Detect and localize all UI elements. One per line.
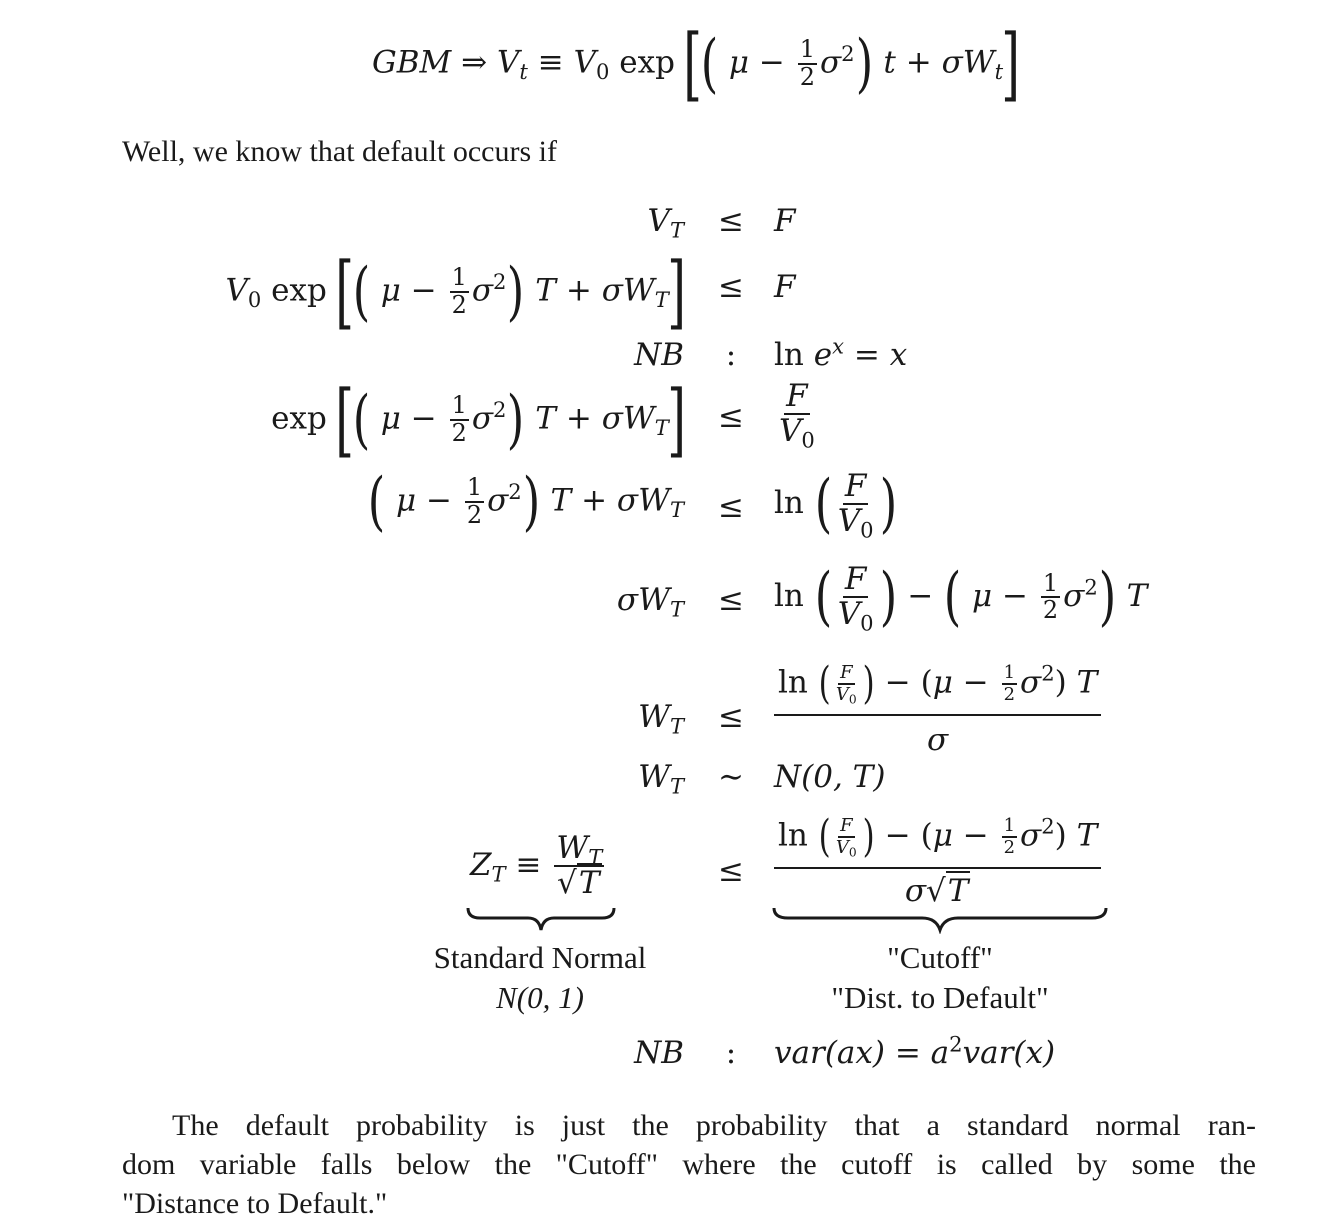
symbol-v: V — [837, 503, 861, 540]
numerator — [774, 660, 1101, 716]
right-bracket: ] — [667, 245, 686, 338]
label-n01: N(0, 1) — [496, 980, 584, 1015]
symbol-x: x — [889, 337, 908, 373]
symbol-sigma: σ — [471, 400, 494, 437]
denominator: 2 — [799, 63, 815, 91]
exponent: 2 — [1041, 660, 1055, 686]
subscript-zero: 0 — [247, 286, 262, 312]
intro-paragraph: Well, we know that default occurs if — [122, 135, 557, 168]
right-paren: ) — [1098, 560, 1116, 635]
gbm-equation — [372, 17, 1021, 110]
numerator — [774, 813, 1101, 869]
row-5-lhs — [367, 465, 684, 539]
symbol-e: e — [813, 337, 833, 373]
symbol-mu: μ — [380, 400, 401, 437]
row-2-rhs: F — [774, 269, 796, 305]
minus-sign: − — [884, 817, 911, 854]
subscript-T: T — [669, 496, 684, 522]
left-bracket: [ — [334, 245, 354, 338]
symbol-T: T — [578, 865, 600, 902]
equals-sign: = — [894, 1035, 921, 1071]
minus-sign: − — [884, 664, 911, 701]
minus-sign: − — [1002, 577, 1029, 614]
row-10-rhs — [774, 1031, 1056, 1071]
exponent: 2 — [1041, 813, 1055, 839]
exponent: 2 — [508, 478, 522, 504]
symbol-w: W — [638, 699, 670, 735]
subscript-zero: 0 — [860, 517, 874, 543]
symbol-mu: μ — [972, 577, 993, 614]
row-7-lhs — [638, 699, 684, 739]
denominator — [555, 867, 603, 900]
right-underbrace — [772, 906, 1108, 934]
row-1-lhs — [647, 203, 684, 243]
subscript-T: T — [654, 286, 669, 312]
left-paren-small: ( — [920, 817, 933, 854]
ln-function: ln — [774, 337, 804, 373]
numerator: F — [844, 561, 867, 597]
row-8-lhs — [638, 759, 684, 799]
plus-sign: + — [581, 482, 608, 519]
denominator: σ — [927, 721, 949, 758]
row-3-rhs — [774, 333, 908, 373]
fraction-half — [1041, 568, 1060, 625]
symbol-t: t — [883, 44, 896, 81]
sigma-w: σW — [616, 582, 670, 618]
subscript-T: T — [669, 773, 684, 799]
numerator: F — [840, 662, 853, 684]
cutoff-fraction-sigma — [774, 660, 1101, 757]
fraction-f-over-v0 — [834, 662, 859, 707]
subscript-T: T — [669, 596, 684, 622]
row-2-relation: ≤ — [718, 269, 744, 305]
symbol-v: V — [835, 836, 849, 858]
numerator: 1 — [1003, 662, 1016, 684]
minus-sign: − — [410, 400, 437, 437]
exp-function: exp — [619, 44, 675, 81]
symbol-sigma: σ — [1020, 817, 1042, 854]
subscript-zero: 0 — [801, 427, 815, 453]
closing-line-1: The default probability is just the probability that a standard normal ran- — [172, 1109, 1256, 1142]
symbol-mu: μ — [932, 817, 953, 854]
ln-function: ln — [778, 664, 808, 701]
symbol-T: T — [1076, 664, 1098, 701]
fraction-f-over-v0 — [836, 561, 876, 636]
row-9-lhs — [470, 832, 607, 901]
denominator — [777, 413, 817, 453]
minus-sign: − — [758, 44, 785, 81]
closing-paragraph — [122, 1106, 1256, 1223]
row-4-relation: ≤ — [718, 399, 744, 435]
left-paren: ( — [367, 465, 386, 539]
left-bracket: [ — [683, 17, 702, 110]
symbol-sigma: σ — [904, 872, 926, 909]
var-x: var(x) — [962, 1035, 1056, 1071]
subscript-t: T — [669, 217, 684, 243]
symbol-sigma: σ — [1063, 577, 1085, 614]
numerator: 1 — [451, 391, 467, 420]
left-paren: ( — [818, 811, 831, 862]
symbol-T: T — [1126, 577, 1148, 614]
subscript-T: T — [588, 844, 603, 870]
fraction-f-over-v0 — [777, 378, 817, 453]
denominator — [836, 503, 876, 543]
fraction-half — [465, 475, 484, 529]
label-standard-normal: Standard Normal — [433, 940, 647, 975]
fraction-f-over-v0 — [834, 815, 859, 860]
row-10-lhs: NB — [634, 1035, 684, 1071]
gbm-label: GBM — [372, 44, 452, 81]
equals-sign: = — [853, 337, 880, 373]
exponent: 2 — [949, 1031, 963, 1057]
denominator — [834, 836, 859, 860]
symbol-v: V — [779, 413, 802, 450]
symbol-v0: V — [225, 272, 248, 309]
minus-sign: − — [410, 272, 437, 309]
equiv-sign: ≡ — [537, 44, 564, 81]
left-paren: ( — [814, 560, 832, 635]
subscript-zero: 0 — [848, 692, 857, 707]
row-6-relation: ≤ — [718, 582, 744, 618]
fraction-half — [450, 265, 469, 319]
label-cutoff: "Cutoff" — [887, 940, 993, 975]
denominator: 2 — [1003, 836, 1016, 858]
row-6-lhs — [616, 582, 684, 622]
closing-line-2: dom variable falls below the "Cutoff" where the cutoff is called by some the — [122, 1148, 1256, 1181]
denominator: 2 — [1042, 596, 1059, 625]
row-8-relation: ∼ — [718, 759, 744, 795]
symbol-T: T — [535, 272, 556, 309]
right-paren: ) — [507, 383, 525, 457]
denominator — [903, 869, 973, 908]
var-ax: var(ax) — [774, 1035, 885, 1071]
symbol-mu: μ — [728, 44, 749, 81]
symbol-w: W — [638, 759, 670, 795]
symbol-v: V — [647, 203, 670, 239]
row-1-rhs: F — [774, 203, 796, 239]
row-7-rhs — [774, 660, 1104, 757]
row-2-lhs — [225, 245, 686, 338]
left-underbrace — [466, 906, 616, 934]
numerator — [554, 830, 604, 870]
symbol-mu: μ — [380, 272, 401, 309]
right-paren: ) — [855, 27, 873, 101]
minus-sign: − — [962, 817, 989, 854]
exponent: 2 — [493, 268, 507, 294]
symbol-v: V — [837, 596, 861, 633]
denominator: 2 — [451, 291, 467, 319]
cutoff-fraction — [774, 813, 1101, 908]
right-paren: ) — [862, 811, 875, 862]
row-6-rhs — [774, 560, 1148, 636]
symbol-v0: V — [573, 44, 596, 81]
symbol-T: T — [1076, 817, 1098, 854]
right-paren: ) — [879, 560, 897, 635]
numerator: 1 — [466, 473, 483, 502]
plus-sign: + — [905, 44, 932, 81]
ln-function: ln — [774, 484, 804, 521]
subscript-T: T — [669, 713, 684, 739]
denominator — [836, 596, 876, 636]
plus-sign: + — [565, 272, 592, 309]
symbol-sigma: σ — [1020, 664, 1042, 701]
sqrt-sign: √ — [925, 872, 946, 909]
exp-function: exp — [271, 400, 327, 437]
row-8-rhs: N(0, T) — [774, 759, 886, 795]
row-3-relation: : — [725, 337, 737, 373]
row-5-rhs — [774, 467, 898, 543]
exp-function: exp — [271, 272, 327, 309]
numerator: 1 — [799, 35, 815, 64]
row-9-rhs — [774, 813, 1104, 908]
minus-sign: − — [907, 577, 934, 614]
exponent: 2 — [1084, 574, 1098, 600]
subscript-t: t — [994, 58, 1004, 84]
symbol-T: T — [535, 400, 556, 437]
subscript-zero: 0 — [848, 845, 857, 860]
sigma-w: σW — [601, 400, 655, 437]
minus-sign: − — [425, 482, 452, 519]
row-3-lhs: NB — [634, 337, 684, 373]
left-paren: ( — [943, 560, 962, 635]
ln-function: ln — [774, 577, 804, 614]
numerator: F — [844, 468, 867, 504]
row-9-relation: ≤ — [718, 853, 744, 889]
right-paren: ) — [507, 255, 525, 329]
exponent: 2 — [493, 396, 507, 422]
subscript-T: T — [491, 861, 506, 887]
right-paren-small: ) — [1054, 664, 1067, 701]
plus-sign: + — [565, 400, 592, 437]
numerator: 1 — [1042, 568, 1059, 597]
row-10-relation: : — [725, 1035, 737, 1071]
fraction-half — [798, 37, 817, 91]
numerator: 1 — [451, 263, 467, 292]
numerator: 1 — [1003, 815, 1016, 837]
minus-sign: − — [962, 664, 989, 701]
subscript-T: T — [654, 414, 669, 440]
symbol-mu: μ — [932, 664, 953, 701]
left-paren: ( — [818, 658, 831, 709]
sqrt-sign: √ — [557, 865, 577, 902]
row-7-relation: ≤ — [718, 699, 744, 735]
row-5-relation: ≤ — [718, 489, 744, 525]
symbol-mu: μ — [395, 482, 417, 519]
left-paren: ( — [352, 255, 371, 329]
symbol-sigma: σ — [487, 482, 509, 519]
fraction-w-over-sqrt-t — [554, 832, 604, 901]
left-paren: ( — [352, 383, 371, 457]
right-paren: ) — [522, 465, 540, 539]
denominator: 2 — [451, 419, 467, 447]
symbol-v: V — [835, 683, 849, 705]
subscript-t: t — [519, 58, 528, 84]
equiv-sign: ≡ — [515, 846, 542, 883]
right-bracket: ] — [667, 373, 686, 466]
fraction-half — [1002, 816, 1017, 857]
denominator — [834, 683, 859, 707]
fraction-f-over-v0 — [836, 468, 876, 543]
right-paren-small: ) — [1054, 817, 1067, 854]
symbol-w: W — [556, 830, 589, 866]
right-paren: ) — [879, 467, 897, 542]
fraction-half — [450, 393, 469, 447]
sigma-w: σW — [601, 272, 655, 309]
symbol-T: T — [947, 872, 969, 909]
row-1-relation: ≤ — [718, 203, 744, 239]
row-4-rhs — [774, 378, 820, 453]
left-paren-small: ( — [920, 664, 933, 701]
symbol-T: T — [550, 482, 572, 519]
sigma-w: σW — [941, 44, 995, 81]
denominator: 2 — [466, 501, 483, 529]
subscript-zero: 0 — [860, 610, 874, 636]
denominator: 2 — [1003, 683, 1016, 705]
left-bracket: [ — [334, 373, 354, 466]
numerator: F — [786, 378, 808, 414]
symbol-z: Z — [470, 846, 492, 883]
left-paren: ( — [814, 467, 832, 542]
subscript-zero: 0 — [595, 58, 610, 84]
ln-function: ln — [778, 817, 808, 854]
fraction-half — [1002, 663, 1017, 704]
right-paren: ) — [862, 658, 875, 709]
symbol-v: V — [497, 44, 520, 81]
exponent-x: x — [832, 333, 844, 359]
left-paren: ( — [700, 27, 719, 101]
row-4-lhs — [271, 373, 686, 466]
numerator: F — [840, 815, 853, 837]
closing-line-3: "Distance to Default." — [122, 1187, 388, 1220]
right-bracket: ] — [1001, 17, 1021, 110]
implies-arrow: ⇒ — [461, 44, 488, 81]
symbol-a: a — [930, 1035, 950, 1071]
symbol-sigma: σ — [819, 44, 842, 81]
label-dist-to-default: "Dist. to Default" — [831, 980, 1049, 1015]
exponent: 2 — [841, 40, 855, 66]
sigma-w: σW — [616, 482, 670, 519]
symbol-sigma: σ — [471, 272, 494, 309]
